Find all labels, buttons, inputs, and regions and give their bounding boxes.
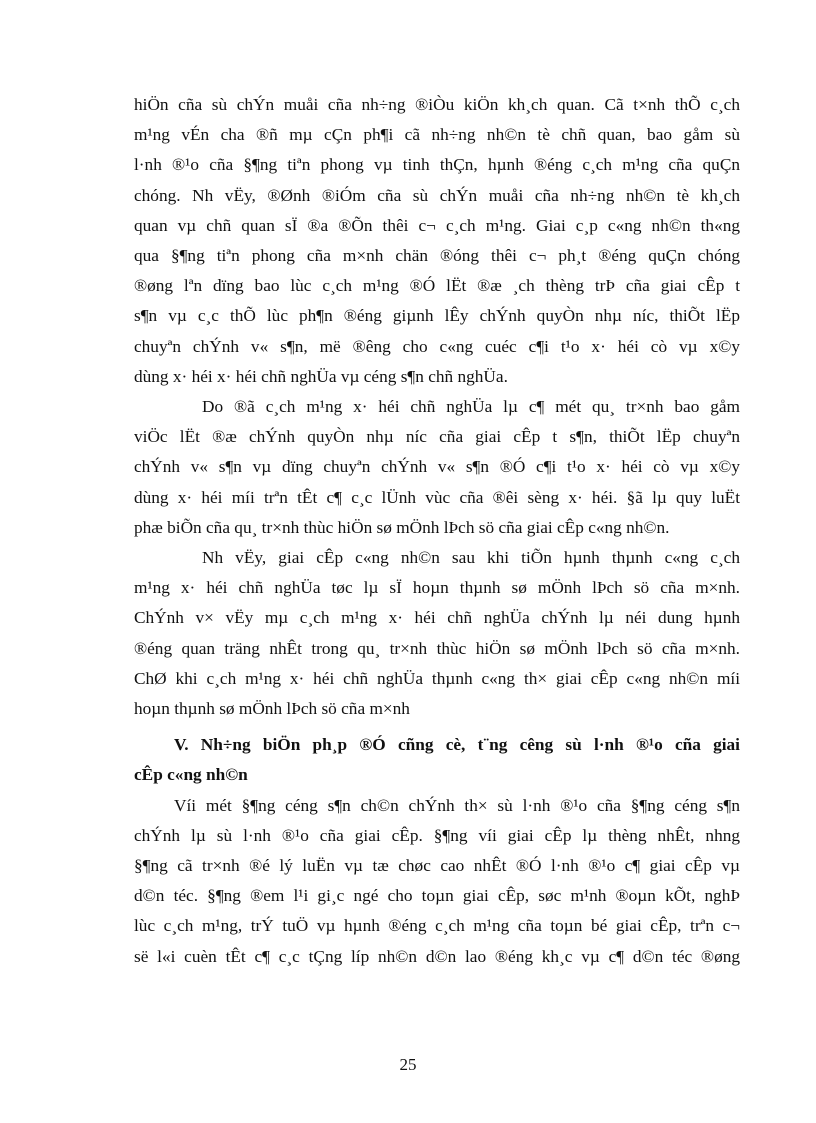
paragraph-1 [134,90,740,392]
heading-line: cÊp c«ng nh©n [134,765,248,785]
document-page [134,90,740,972]
text-line: ®éng quan träng nhÊt trong qu¸ tr×nh thùc hiÖn sø mÖnh lÞch sö cña m×nh. [134,638,740,658]
text-line: s¶n vµ c¸c thÕ lùc ph¶n ®éng giµnh lÊy chÝnh quyÒn nhµ níc, thiÕt lËp [134,306,740,326]
text-line: lùc c¸ch m¹ng, trÝ tuÖ vµ hµnh ®éng c¸ch m¹ng cña toµn bé giai cÊp, trªn c¬ [134,916,740,936]
text-line: së l«i cuèn tÊt c¶ c¸c tÇng líp nh©n d©n lao ®éng kh¸c vµ c¶ d©n téc ®øng [134,946,740,966]
text-line: l·nh ®¹o cña §¶ng tiªn phong vµ tinh thÇn, hµnh ®éng c¸ch m¹ng cña quÇn [134,155,740,175]
text-line: ®øng lªn dïng bao lùc c¸ch m¹ng ®Ó lËt ®æ ¸ch thèng trÞ cña giai cÊp t [134,276,740,296]
text-line: qua §¶ng tiªn phong cña m×nh chän ®óng thêi c¬ ph¸t ®éng quÇn chóng [134,246,740,266]
text-line: chÝnh v« s¶n vµ dïng chuyªn chÝnh v« s¶n ®Ó c¶i t¹o x· héi cò vµ x©y [134,457,740,477]
text-line: hoµn thµnh sø mÖnh lÞch sö cña m×nh [134,699,410,719]
text-line: chuyªn chÝnh v« s¶n, më ®êng cho c«ng cuéc c¶i t¹o x· héi cò vµ x©y [134,336,740,356]
text-line: d©n téc. §¶ng ®em l¹i gi¸c ngé cho toµn giai cÊp, søc m¹nh ®oµn kÕt, nghÞ [134,886,740,906]
text-line: dùng x· héi míi trªn tÊt c¶ c¸c lÜnh vùc cña ®êi sèng x· héi. §ã lµ quy luËt [134,487,740,507]
text-line: m¹ng vÉn cha ®ñ mµ cÇn ph¶i cã nh÷ng nh©n tè chñ quan, bao gåm sù [134,125,740,145]
paragraph-2 [134,392,740,543]
text-line: chóng. Nh vËy, ®Ønh ®iÓm cña sù chÝn muåi cña nh÷ng nh©n tè kh¸ch [134,185,740,205]
text-line: ChÝnh v× vËy mµ c¸ch m¹ng x· héi chñ nghÜa chÝnh lµ néi dung hµnh [134,608,740,628]
text-line: m¹ng x· héi chñ nghÜa tøc lµ sÏ hoµn thµnh sø mÖnh lÞch sö cña m×nh. [134,578,740,598]
text-line: dùng x· héi x· héi chñ nghÜa vµ céng s¶n chñ nghÜa. [134,366,508,386]
text-line: chÝnh lµ sù l·nh ®¹o cña giai cÊp. §¶ng víi giai cÊp lµ thèng nhÊt, nhng [134,825,740,845]
text-line: §¶ng cã tr×nh ®é lý luËn vµ tæ chøc cao nhÊt ®Ó l·nh ®¹o c¶ giai cÊp vµ [134,856,740,876]
text-line: hiÖn cña sù chÝn muåi cña nh÷ng ®iÒu kiÖn kh¸ch quan. Cã t×nh thÕ c¸ch [134,95,740,114]
text-line: viÖc lËt ®æ chÝnh quyÒn nhµ níc cña giai cÊp t s¶n, thiÕt lËp chuyªn [134,427,740,447]
page-number: 25 [399,1055,417,1074]
text-line: ChØ khi c¸ch m¹ng x· héi chñ nghÜa thµnh c«ng th× giai cÊp c«ng nh©n míi [134,668,740,688]
text-line: quan vµ chñ quan sÏ ®a ®Õn thêi c¬ c¸ch m¹ng. Giai c¸p c«ng nh©n th«ng [134,215,740,235]
heading-line: V. Nh÷ng biÖn ph¸p ®Ó cñng cè, t¨ng cêng sù l·nh ®¹o cña giai [174,735,740,755]
section-heading [134,730,740,790]
text-line-indented: Víi mét §¶ng céng s¶n ch©n chÝnh th× sù l·nh ®¹o cña §¶ng céng s¶n [174,795,740,815]
paragraph-4 [134,791,740,972]
paragraph-3 [134,543,740,724]
text-line-indented: Do ®ã c¸ch m¹ng x· héi chñ nghÜa lµ c¶ mét qu¸ tr×nh bao gåm [202,397,740,417]
text-line: phæ biÕn cña qu¸ tr×nh thùc hiÖn sø mÖnh lÞch sö cña giai cÊp c«ng nh©n. [134,517,670,537]
text-line-indented: Nh vËy, giai cÊp c«ng nh©n sau khi tiÕn hµnh thµnh c«ng c¸ch [202,548,740,568]
